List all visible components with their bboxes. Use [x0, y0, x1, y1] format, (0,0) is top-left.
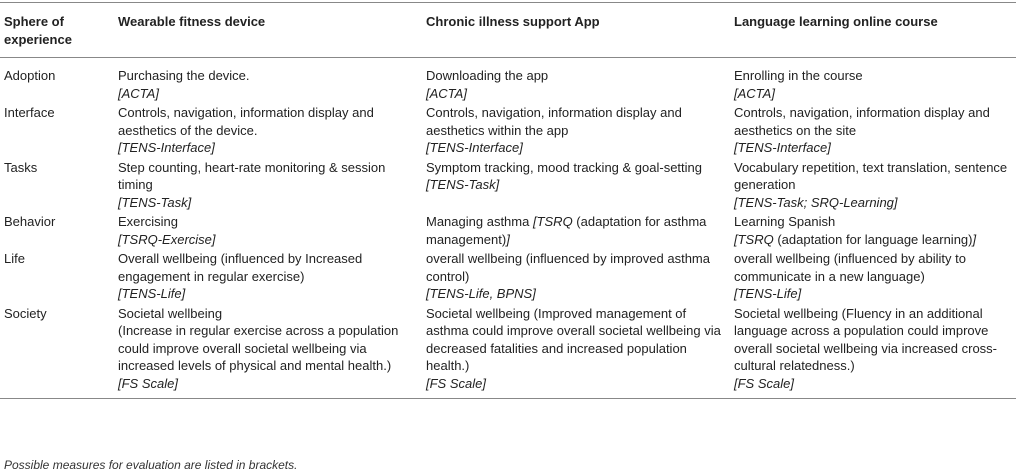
cell-text: Managing asthma	[426, 214, 533, 229]
table-row-adoption	[0, 58, 1016, 104]
cell-text: Step counting, heart-rate monitoring & session timing	[118, 159, 386, 192]
cell-wearable	[114, 249, 422, 304]
sphere-label: Adoption	[4, 68, 56, 83]
sphere-label: Interface	[4, 105, 55, 120]
table-row-behavior	[0, 212, 1016, 249]
table-row-life	[0, 249, 1016, 304]
header-chronic-app: Chronic illness support App	[422, 3, 730, 58]
cell-text: Controls, navigation, information display and aesthetics on the site	[734, 105, 990, 138]
measure-text: [FS Scale]	[734, 375, 794, 391]
measure-bracket: ]	[506, 231, 510, 247]
cell-chronic-app	[422, 249, 730, 304]
cell-text-continued: (adaptation for language learning)	[773, 231, 973, 247]
table-footnote: Possible measures for evaluation are listed in brackets.	[4, 458, 298, 472]
cell-language-course	[730, 58, 1016, 104]
measure-text: [TENS-Life]	[118, 286, 186, 301]
cell-text: Enrolling in the course	[734, 68, 863, 83]
measure-text: [TENS-Task]	[426, 177, 500, 192]
cell-wearable	[114, 304, 422, 399]
sphere-label: Tasks	[4, 159, 38, 175]
cell-chronic-app	[422, 58, 730, 104]
cell-language-course	[730, 103, 1016, 158]
cell-text: Downloading the app	[426, 68, 549, 83]
table-row-society	[0, 304, 1016, 399]
header-row	[0, 3, 1016, 58]
header-language-course: Language learning online course	[730, 3, 1016, 58]
sphere-label: Society	[0, 304, 114, 399]
cell-language-course	[730, 249, 1016, 304]
header-sphere: Sphere of experience	[0, 3, 114, 58]
cell-language-course	[730, 212, 1016, 249]
cell-text-continued: (Increase in regular exercise across a population could improve overall societal wellbeing via increased levels of physical and mental health.)	[118, 323, 399, 373]
cell-text: Symptom tracking, mood tracking & goal-setting	[426, 159, 703, 175]
cell-text: Purchasing the device.	[118, 68, 250, 83]
sphere-label: Life	[4, 251, 25, 266]
cell-text: overall wellbeing (influenced by ability to communicate in a new language)	[734, 251, 966, 284]
measure-bracket: ]	[972, 231, 977, 247]
measure-text: [ACTA]	[734, 85, 775, 101]
measure-text: [TENS-Interface]	[118, 140, 215, 155]
table-row-interface	[0, 103, 1016, 158]
measure-text: [ACTA]	[426, 85, 467, 101]
table-row-tasks	[0, 158, 1016, 213]
measure-text: [FS Scale]	[118, 375, 178, 391]
header-wearable: Wearable fitness device	[114, 3, 422, 58]
measure-text: [FS Scale]	[426, 375, 486, 391]
cell-text: Overall wellbeing (influenced by Increased engagement in regular exercise)	[118, 251, 363, 284]
cell-wearable	[114, 212, 422, 249]
cell-chronic-app	[422, 212, 730, 249]
experience-table	[0, 2, 1016, 399]
cell-chronic-app	[422, 304, 730, 399]
cell-wearable	[114, 158, 422, 213]
cell-text-continued: (adaptation for asthma management)	[426, 214, 707, 247]
cell-text: Societal wellbeing	[118, 305, 223, 321]
measure-text: [TENS-Life, BPNS]	[426, 286, 536, 301]
cell-text: Vocabulary repetition, text translation, sentence generation	[734, 159, 1008, 192]
measure-text: [TENS-Life]	[734, 286, 802, 301]
cell-chronic-app	[422, 158, 730, 213]
measure-text: [TENS-Interface]	[734, 140, 831, 155]
cell-language-course	[730, 158, 1016, 213]
cell-chronic-app	[422, 103, 730, 158]
cell-wearable	[114, 58, 422, 104]
measure-text: [TSRQ	[532, 214, 573, 229]
cell-wearable	[114, 103, 422, 158]
measure-text: [TENS-Task]	[118, 194, 192, 210]
measure-text: [TSRQ-Exercise]	[118, 231, 216, 247]
cell-text: Controls, navigation, information display and aesthetics of the device.	[118, 105, 374, 138]
cell-text: Societal wellbeing (Improved management of asthma could improve overall societal wellbeing via decreased fatalities and increased population health.)	[426, 305, 721, 373]
cell-text: Controls, navigation, information display and aesthetics within the app	[426, 105, 682, 138]
cell-text: Exercising	[118, 214, 178, 229]
measure-text: [TENS-Interface]	[426, 140, 523, 155]
cell-text: overall wellbeing (influenced by improved asthma control)	[426, 251, 710, 284]
sphere-label: Behavior	[4, 214, 56, 229]
cell-language-course	[730, 304, 1016, 399]
cell-text: Learning Spanish	[734, 214, 836, 229]
measure-text: [TSRQ	[734, 231, 774, 247]
measure-text: [TENS-Task; SRQ-Learning]	[734, 194, 898, 210]
measure-text: [ACTA]	[118, 85, 159, 101]
cell-text: Societal wellbeing (Fluency in an additional language across a population could improve overall societal wellbeing via increased cross-cultural relatedness.)	[734, 305, 998, 373]
